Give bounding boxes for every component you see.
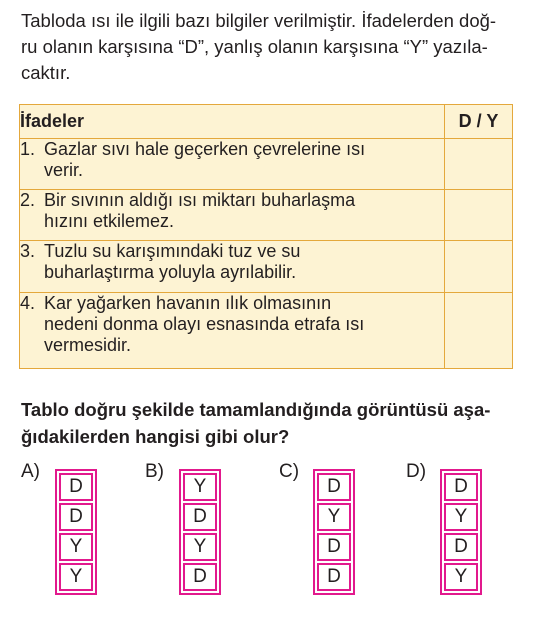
question-line-1: Tablo doğru şekilde tamamlandığında görüntüsü aşa- <box>21 399 491 420</box>
answer-column <box>313 469 355 595</box>
statement-cell <box>20 241 445 292</box>
statement-line: verir. <box>44 160 84 180</box>
answer-box: Y <box>183 533 217 561</box>
answer-box: Y <box>444 503 478 531</box>
statement-number: 2. <box>20 190 36 211</box>
header-dy: D / Y <box>445 105 513 139</box>
answer-box: Y <box>444 563 478 591</box>
answer-box: D <box>183 563 217 591</box>
answer-box: D <box>59 503 93 531</box>
statement-line: nedeni donma olayı esnasında etrafa ısı <box>44 313 365 334</box>
header-statements: İfadeler <box>20 105 445 139</box>
option-label: C) <box>279 461 300 482</box>
statement-cell <box>20 190 445 241</box>
option-label: B) <box>145 461 164 482</box>
answer-box: Y <box>317 503 351 531</box>
statement-line: buharlaştırma yoluyla ayrılabilir. <box>44 262 297 283</box>
answer-cell[interactable] <box>445 139 513 190</box>
answer-box: Y <box>59 563 93 591</box>
statement-line: Kar yağarken havanın ılık olmasının <box>44 292 332 313</box>
answer-column <box>440 469 482 595</box>
option-label: A) <box>21 461 40 482</box>
statement-cell <box>20 139 445 190</box>
question-line-2: ğıdakilerden hangisi gibi olur? <box>21 426 290 447</box>
answer-box: D <box>183 503 217 531</box>
answer-box: D <box>317 563 351 591</box>
answer-box: D <box>317 473 351 501</box>
table-row <box>20 241 513 292</box>
answer-column <box>179 469 221 595</box>
intro-text <box>21 8 521 86</box>
statement-number: 1. <box>20 139 36 159</box>
answer-box: D <box>444 473 478 501</box>
table-row <box>20 292 513 368</box>
answer-box: D <box>317 533 351 561</box>
statement-cell <box>20 292 445 368</box>
statement-number: 3. <box>20 241 36 262</box>
option-label: D) <box>406 461 427 482</box>
intro-line-1: Tabloda ısı ile ilgili bazı bilgiler verilmiştir. İfadelerden doğ- <box>21 10 497 31</box>
answer-column <box>55 469 97 595</box>
statement-line: Tuzlu su karışımındaki tuz ve su <box>44 241 301 262</box>
answer-cell[interactable] <box>445 190 513 241</box>
statement-line: vermesidir. <box>44 334 132 355</box>
question-text <box>21 396 521 450</box>
table-row <box>20 190 513 241</box>
answer-box: Y <box>59 533 93 561</box>
statements-table <box>19 104 513 369</box>
answer-box: D <box>59 473 93 501</box>
statement-line: hızını etkilemez. <box>44 211 175 232</box>
answer-box: Y <box>183 473 217 501</box>
answer-box: D <box>444 533 478 561</box>
statement-line: Gazlar sıvı hale geçerken çevrelerine ısı <box>44 139 366 159</box>
statement-line: Bir sıvının aldığı ısı miktarı buharlaşma <box>44 190 356 211</box>
table-row <box>20 139 513 190</box>
intro-line-2: ru olanın karşısına “D”, yanlış olanın karşısına “Y” yazıla- <box>21 36 488 57</box>
intro-line-3: caktır. <box>21 62 71 83</box>
answer-cell[interactable] <box>445 241 513 292</box>
table-header-row <box>20 105 513 139</box>
statement-number: 4. <box>20 292 36 313</box>
answer-cell[interactable] <box>445 292 513 368</box>
